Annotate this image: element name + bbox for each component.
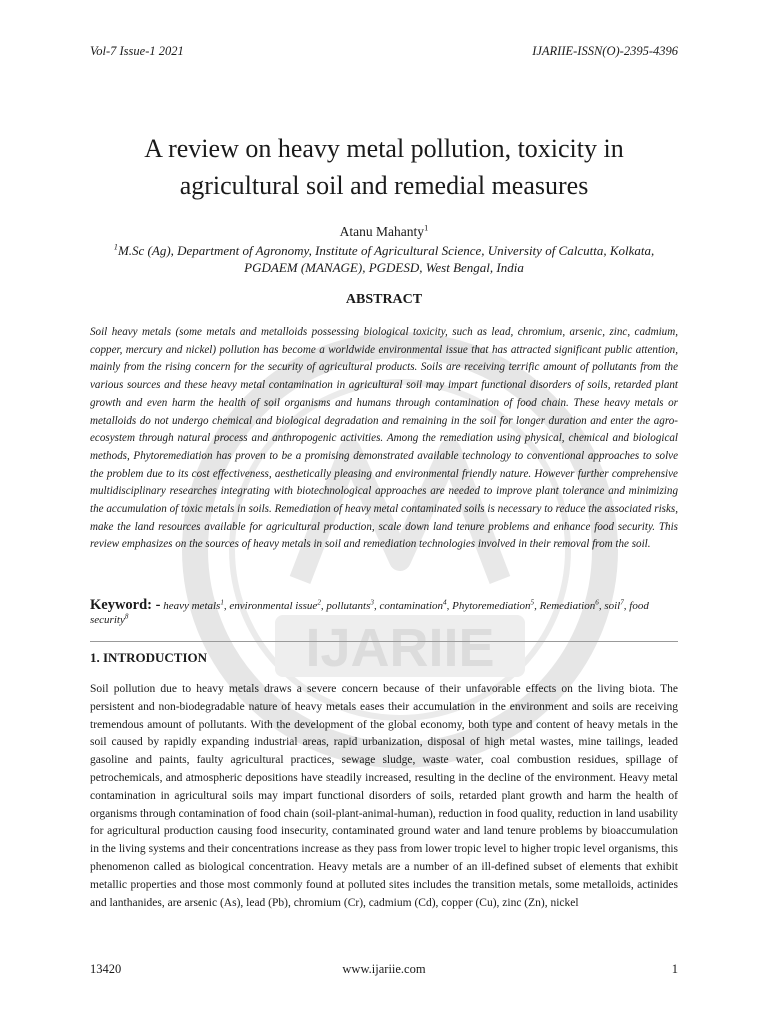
journal-issn: IJARIIE-ISSN(O)-2395-4396 [532,44,678,58]
keyword-item: Remediation [539,600,596,612]
author-name: Atanu Mahanty [339,224,424,239]
keywords-list [90,600,649,626]
affiliation-sup: 1 [113,241,118,252]
keyword-sup: 5 [530,598,535,607]
keyword-sup: 4 [443,598,447,607]
keyword-item: soil [604,600,621,612]
watermark-text: IJARIIE [305,618,495,678]
keyword-sup: 2 [317,598,321,607]
keyword-sup: 7 [620,598,624,607]
page-id: 13420 [90,962,122,976]
abstract-heading: ABSTRACT [345,292,423,307]
author-sup: 1 [423,222,429,233]
keyword-item: Phytoremediation [452,600,531,612]
keyword-sup: 8 [124,612,129,621]
abstract-text: Soil heavy metals (some metals and metalloids possessing biological toxicity, such as lead, chromium, arsenic, zinc, cadmium, copper, mercury and nickel) pollution has become a worldwide environmental issue that has attracted significant public attention, mainly from the rising concern for the security of agricultural products. Soils are receiving terrific amount of pollutants from the various sources and these heavy metal contamination in agricultural soil may impart functional disorders of soils, retarded plant growth and even harm the health of soil organisms and humans through contamination of food chain. These heavy metals or metalloids do not undergo chemical and biological degradation and remaining in the soil for longer duration and enter the agro- ecosystem through natural process and anthropogenic activities. Among the remediation using physical, chemical and biological methods, Phytoremediation has proven to be a promising demonstrated available technology to conventional approaches to solve the problem due to its cost effectiveness, aesthetically pleasing and environmental friendly nature. However further comprehensive multidisciplinary researches integrating with biotechnological approaches are needed to improve plant tolerance and minimizing the accumulation of toxic metals in soils. Remediation of heavy metal contaminated soils is necessary to reduce the associated risks, make the land resources available for agricultural production, scale down land tenure problems and enhance food security. This review emphasizes on the sources of heavy metals in soil and remediation technologies involved in their removal from the soil. [90,326,678,551]
keyword-item: heavy metals [160,600,221,612]
keyword-item: food security [90,600,649,626]
keyword-item: pollutants [326,600,371,612]
keyword-separator: , [534,600,540,612]
title-line-2: agricultural soil and remedial measures [179,171,589,200]
section-divider [90,641,678,642]
author [0,224,768,240]
keyword-separator: , [446,600,453,612]
introduction-heading: 1. INTRODUCTION [90,650,208,665]
keyword-separator: , [373,600,380,612]
keyword-separator: , [598,600,605,612]
affiliation-line-1: M.Sc (Ag), Department of Agronomy, Institute of Agricultural Science, University of Calcutta, Kolkata, [117,243,655,258]
title-line-1: A review on heavy metal pollution, toxicity in [144,134,624,163]
affiliation [80,242,688,276]
page-footer [90,962,678,982]
journal-url: www.ijariie.com [342,962,426,976]
page-number: 1 [671,962,678,976]
keywords-label: Keyword: - [90,597,161,613]
paper-title [60,130,708,204]
keyword-separator: , [623,600,630,612]
keyword-item: environmental issue [229,600,318,612]
keyword-sup: 1 [220,598,224,607]
keyword-sup: 3 [370,598,374,607]
keywords [90,598,680,627]
keyword-item: contamination [379,600,444,612]
introduction-text: Soil pollution due to heavy metals draws a severe concern because of their unfavorable effects on the living biota. The persistent and non-biodegradable nature of heavy metals eases their accumulation in the environment and soils are receiving tremendous amount of pollutants. With the development of the global economy, both type and content of heavy metals in the soil caused by rapidly expanding industrial areas, rapid urbanization, disposal of high metal wastes, mine tailings, leaded gasoline and paints, faulty agricultural practices, sewage sludge, waste water, coal combustion residues, spillage of petrochemicals, and atmospheric depositions have steadily increased, resulting in the decline of the environment. Heavy metal contamination in agricultural soils may impart functional disorders of soils, retarded plant growth and harm the health of organisms through contamination of food chain (soil-plant-animal-human), reduction in food quality, reduction in land usability for agricultural production causing food insecurity, contaminated ground water and land tenure problems by bioaccumulation in the living systems and their concentrations increase as they pass from lower tropic level to higher tropic level organisms, this phenomenon called as biological concentration. Heavy metals are a number of an ill-defined subset of elements that exhibit metallic properties and those most commonly found at polluted sites includes the transition metals, some metalloids, actinides and lanthanides, are arsenic (As), lead (Pb), chromium (Cr), cadmium (Cd), copper (Cu), zinc (Zn), nickel [90,683,678,909]
keyword-separator: , [320,600,327,612]
keyword-separator: , [223,600,230,612]
journal-volume: Vol-7 Issue-1 2021 [90,44,184,58]
affiliation-line-2: PGDAEM (MANAGE), PGDESD, West Bengal, India [244,260,524,275]
page-header [90,44,678,64]
keyword-sup: 6 [595,598,599,607]
